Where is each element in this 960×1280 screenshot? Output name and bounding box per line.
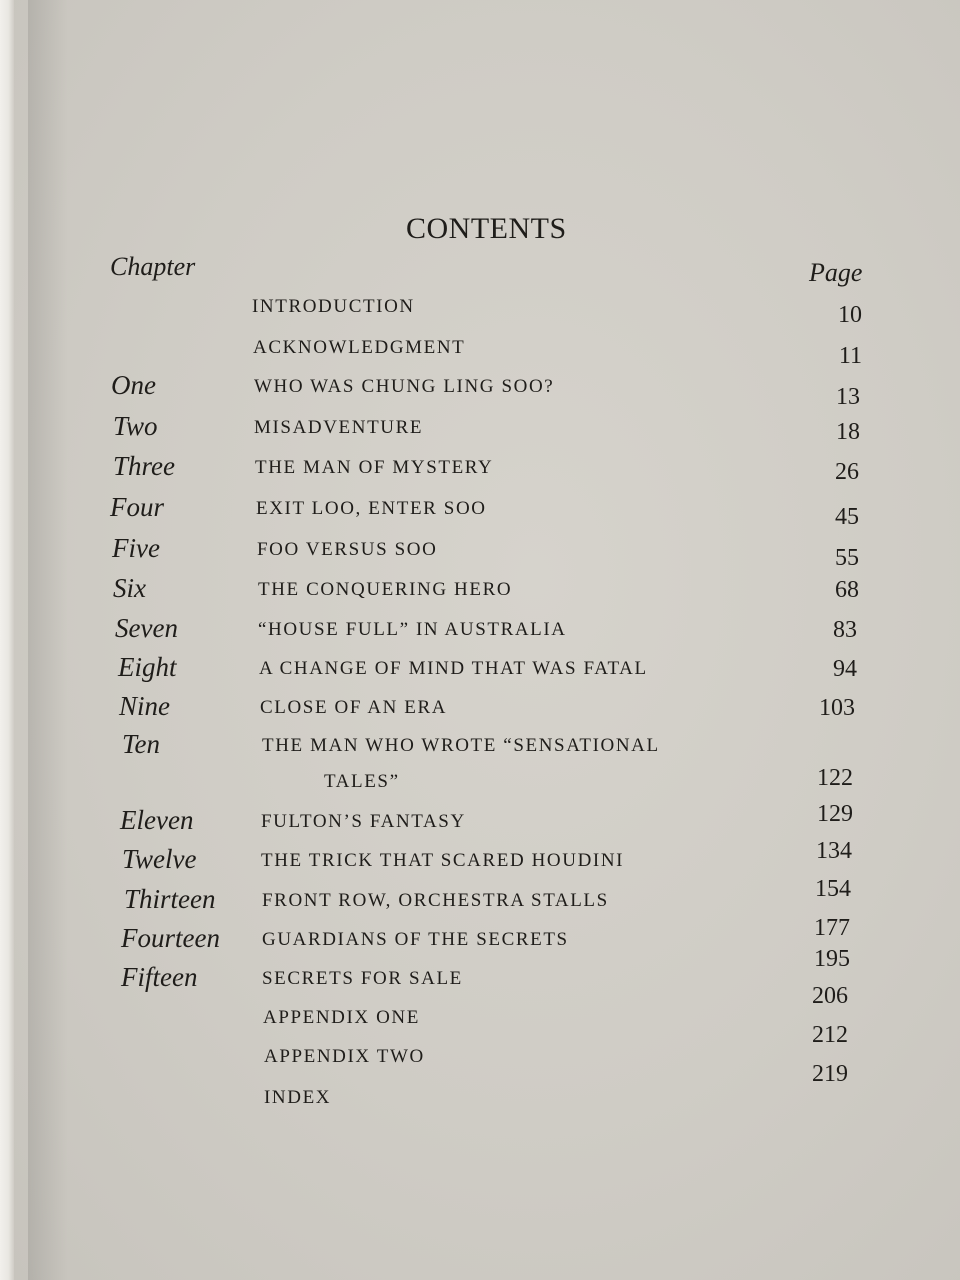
page-number: 83 [833,617,857,643]
chapter-title: INTRODUCTION [252,296,415,317]
chapter-title: EXIT LOO, ENTER SOO [256,498,487,519]
book-page [14,0,960,1280]
chapter-title: FULTON’S FANTASY [261,811,466,832]
toc-row [14,652,960,692]
page-number: 122 [817,765,853,791]
toc-row [14,573,960,613]
page-column-heading: Page [809,258,863,287]
toc-row [14,691,960,731]
page-number: 18 [836,419,860,445]
page-number: 177 [814,915,850,941]
chapter-column-heading: Chapter [110,252,196,281]
chapter-number: One [111,370,156,400]
page-number: 94 [833,656,857,682]
chapter-number: Three [113,451,175,481]
page-number: 154 [815,876,851,902]
toc-row [14,331,960,371]
chapter-title: A CHANGE OF MIND THAT WAS FATAL [259,658,648,679]
toc-row [14,1061,960,1121]
chapter-number: Six [113,573,146,603]
chapter-number: Ten [122,729,161,759]
chapter-title: APPENDIX TWO [264,1046,425,1067]
page-number: 55 [835,545,859,571]
page-number: 212 [812,1022,848,1048]
toc-row [14,370,960,410]
page-number: 134 [816,838,852,864]
chapter-title-continuation: TALES” [324,771,400,792]
chapter-title: FOO VERSUS SOO [257,539,438,560]
page-number: 68 [835,577,859,603]
chapter-title: THE CONQUERING HERO [258,579,513,600]
page-number: 11 [838,343,862,369]
page-number: 129 [817,801,853,827]
page-number: 45 [835,504,859,530]
chapter-title: INDEX [264,1087,332,1108]
chapter-title: THE TRICK THAT SCARED HOUDINI [261,850,625,871]
toc-row [14,290,960,330]
chapter-title: SECRETS FOR SALE [262,968,463,989]
chapter-title: ACKNOWLEDGMENT [253,337,466,358]
table-of-contents [14,0,960,1280]
chapter-number: Fourteen [121,923,220,953]
chapter-title: THE MAN OF MYSTERY [255,457,494,478]
page-number: 195 [814,946,850,972]
chapter-number: Two [113,411,158,441]
toc-row [14,613,960,653]
chapter-number: Thirteen [124,884,216,914]
page-number: 26 [835,459,859,485]
toc-row [14,533,960,573]
toc-row [14,451,960,491]
page-number: 206 [812,983,848,1009]
chapter-number: Five [112,533,160,563]
chapter-number: Seven [115,613,178,643]
chapter-title: GUARDIANS OF THE SECRETS [262,929,569,950]
chapter-title: APPENDIX ONE [263,1007,420,1028]
chapter-title: FRONT ROW, ORCHESTRA STALLS [262,890,609,911]
page-number: 10 [838,302,862,328]
toc-row [14,729,960,792]
chapter-number: Eight [118,652,177,682]
chapter-title: THE MAN WHO WROTE “SENSATIONAL [262,735,660,756]
toc-row [14,411,960,451]
toc-row [14,492,960,532]
chapter-title: WHO WAS CHUNG LING SOO? [254,376,555,397]
chapter-number: Nine [119,691,170,721]
adjacent-page-edge [0,0,14,1280]
chapter-title: MISADVENTURE [254,417,424,438]
chapter-title: CLOSE OF AN ERA [260,697,448,718]
page-number: 13 [836,384,860,410]
chapter-number: Eleven [120,805,194,835]
page-title: CONTENTS [406,212,567,245]
chapter-number: Four [110,492,164,522]
chapter-number: Fifteen [121,962,198,992]
page-number: 219 [812,1061,848,1087]
chapter-number: Twelve [122,844,197,874]
page-number: 103 [819,695,855,721]
chapter-title: “HOUSE FULL” IN AUSTRALIA [258,619,567,640]
